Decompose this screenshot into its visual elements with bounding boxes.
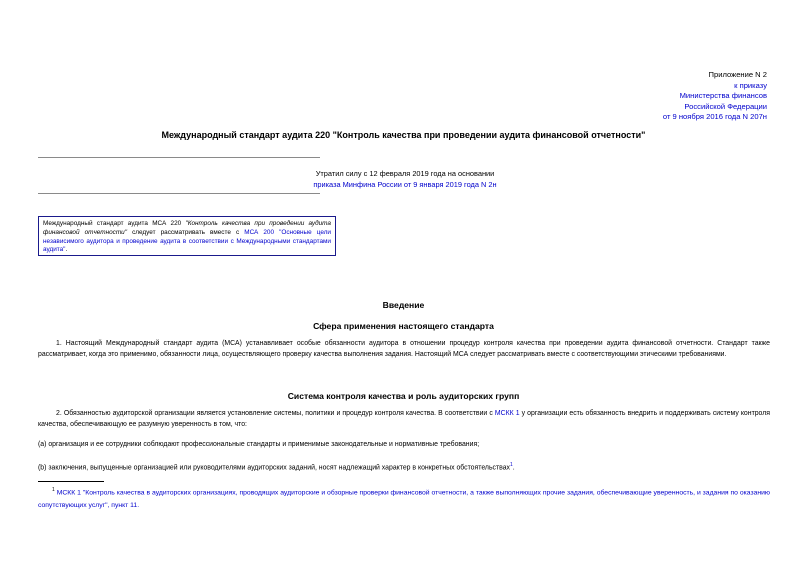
paragraph-1-text: 1. Настоящий Международный стандарт аудита (МСА) устанавливает особые обязанности аудитора в отношении процедур контроля качества при проведении аудита финансовой отчетности. Стандарт также рассматривает, когда это применимо, обязанности лица, осуществляющего проверку качества выполнения задания. Настоящий МСА следует рассматривать вместе с соответствующими этическими требованиями. bbox=[38, 340, 770, 359]
paragraph-2-end: у организации есть обязанность внедрить и поддерживать систему контроля качества, обеспечивающую ее разумную уверенность в том, что: bbox=[38, 410, 770, 429]
iscq1-link[interactable]: МСКК 1 bbox=[494, 410, 520, 417]
paragraph-2-start: 2. Обязанностью аудиторской организации является установление системы, политики и процедур контроля качества. В соответствии с bbox=[56, 410, 495, 417]
footnote-separator bbox=[38, 481, 104, 482]
system-heading: Система контроля качества и роль аудиторских групп bbox=[287, 391, 520, 401]
appendix-federation-link[interactable]: Российской Федерации bbox=[684, 101, 767, 111]
item-b-end: . bbox=[512, 464, 515, 472]
lost-force-text: Утратил силу с 12 февраля 2019 года на основании bbox=[315, 169, 495, 178]
paragraph-2 bbox=[38, 408, 770, 431]
scope-heading: Сфера применения настоящего стандарта bbox=[313, 321, 494, 331]
appendix-order-link[interactable]: к приказу bbox=[734, 80, 767, 90]
appendix-ministry-link[interactable]: Министерства финансов bbox=[679, 91, 767, 101]
paragraph-1 bbox=[38, 338, 770, 361]
item-b bbox=[38, 462, 515, 471]
note-text-start: Международный стандарт аудита МСА 220 bbox=[43, 220, 186, 227]
note-box bbox=[38, 216, 336, 256]
footnote-1 bbox=[38, 484, 770, 512]
footnote-text-link[interactable]: МСКК 1 "Контроль качества в аудиторских организациях, проводящих аудиторские и обзорные проверки финансовой отчетности, а также выполняющих прочие задания, обеспечивающие уверенность, и задания по оказанию сопутствующих услуг", пункт 11. bbox=[38, 489, 771, 509]
lost-force-order-link[interactable]: приказа Минфина России от 9 января 2019 года N 2н bbox=[313, 180, 497, 189]
item-a: (a) организация и ее сотрудники соблюдают профессиональные стандарты и применимые законодательные и нормативные требования; bbox=[38, 441, 480, 448]
divider-top bbox=[38, 157, 320, 158]
note-isa200-link[interactable]: МСА 200 "Основные цели независимого аудитора и проведение аудита в соответствии с Международными стандартами аудита" bbox=[43, 228, 331, 254]
item-b-text: (b) заключения, выпущенные организацией или руководителями аудиторских заданий, носят надлежащий характер в конкретных обстоятельствах bbox=[38, 464, 510, 472]
appendix-block bbox=[663, 70, 767, 123]
appendix-number: Приложение N 2 bbox=[708, 70, 767, 79]
footnote-ref-1[interactable]: 1 bbox=[510, 462, 513, 468]
intro-heading: Введение bbox=[382, 300, 425, 310]
note-text-mid: следует рассматривать вместе с bbox=[127, 228, 245, 236]
document-title: Международный стандарт аудита 220 "Контроль качества при проведении аудита финансовой отчетности" bbox=[161, 130, 646, 140]
appendix-date-link[interactable]: от 9 ноября 2016 года N 207н bbox=[662, 112, 767, 122]
divider-bottom bbox=[38, 193, 320, 194]
footnote-number: 1 bbox=[52, 487, 55, 493]
lost-force-notice bbox=[300, 168, 510, 190]
note-italic-title: "Контроль качества при проведении аудита финансовой отчетности" bbox=[43, 220, 331, 236]
note-text-end: . bbox=[65, 246, 68, 254]
